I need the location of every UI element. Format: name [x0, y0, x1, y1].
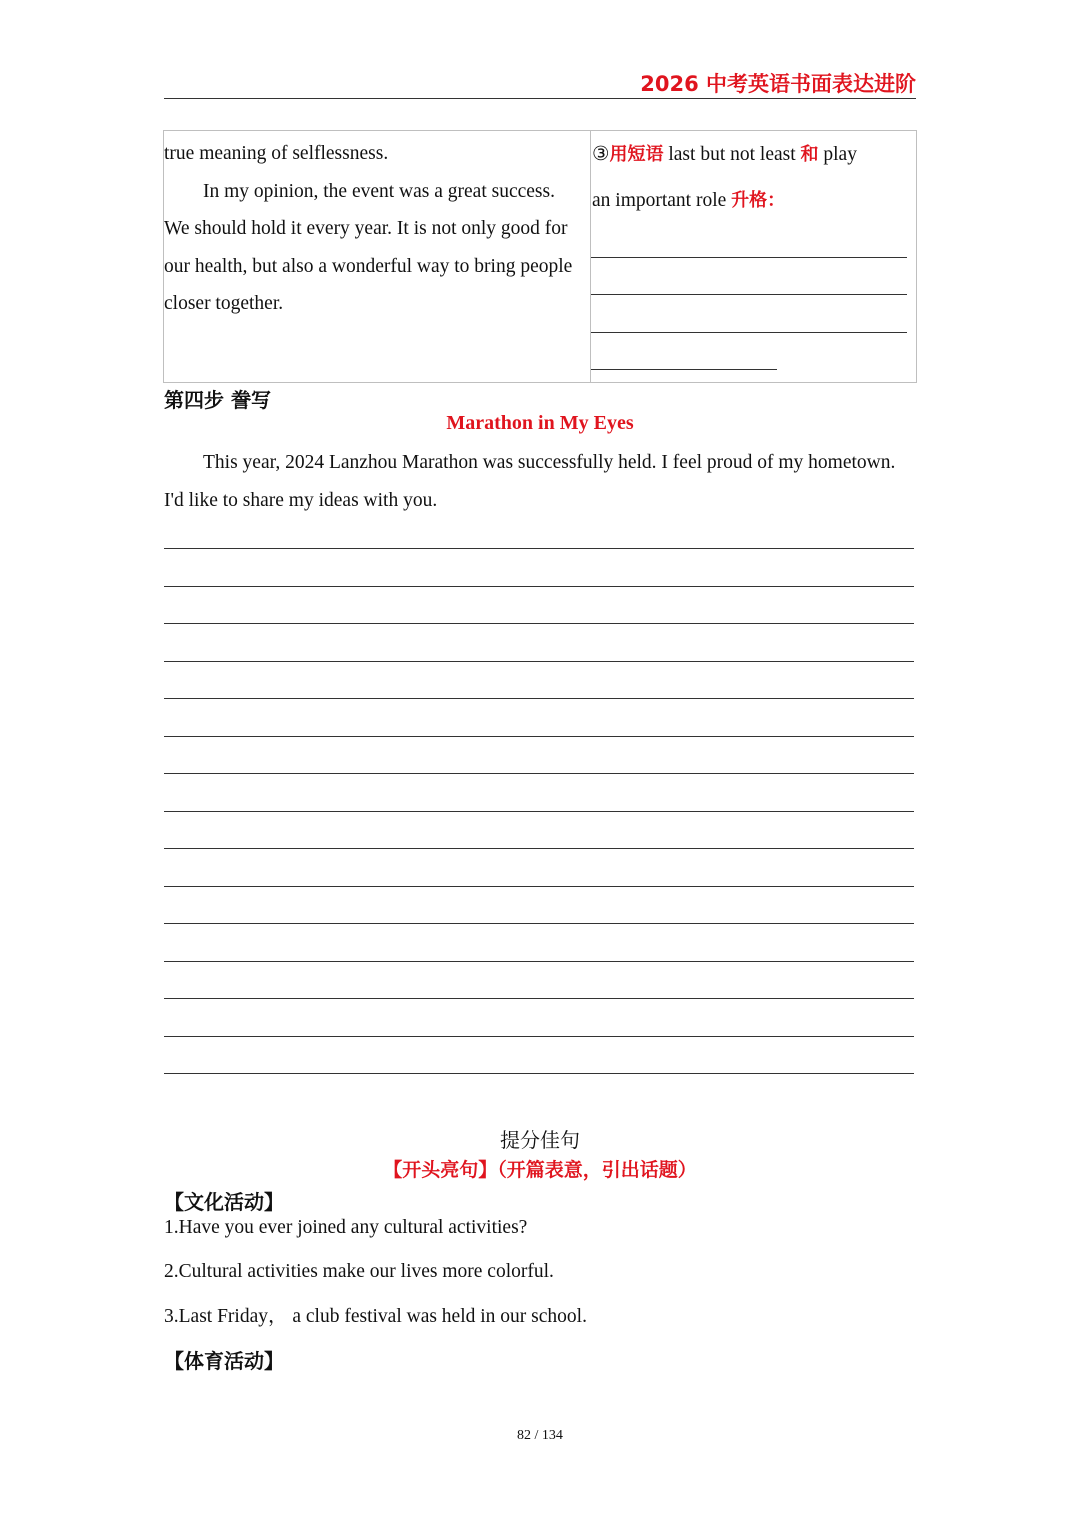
essay-title: Marathon in My Eyes [446, 412, 634, 434]
answer-blank-line[interactable] [591, 369, 777, 370]
table-left-cell [164, 135, 582, 323]
writing-line[interactable] [164, 998, 914, 999]
essay-intro [164, 444, 916, 519]
instruction-word-play: play [818, 144, 857, 165]
writing-line[interactable] [164, 886, 914, 887]
left-paragraph-2: In my opinion, the event was a great success. We should hold it every year. It is not only good for our health, but also a wonderful way to bring people closer together. [164, 180, 573, 314]
section-subtitle: 【开头亮句】（开篇表意，引出话题） [383, 1159, 697, 1181]
writing-line[interactable] [164, 773, 914, 774]
writing-line[interactable] [164, 961, 914, 962]
writing-line[interactable] [164, 923, 914, 924]
instruction-red-3: 升格： [731, 190, 786, 211]
header-divider [164, 98, 916, 99]
writing-line[interactable] [164, 586, 914, 587]
header-title: 2026 中考英语书面表达进阶 [640, 72, 916, 96]
writing-line[interactable] [164, 1073, 914, 1074]
writing-line[interactable] [164, 848, 914, 849]
instruction-phrase-1: last but not least [663, 144, 801, 165]
writing-line[interactable] [164, 1036, 914, 1037]
instruction-red-1: 用短语 [609, 144, 664, 165]
step-four-heading: 第四步 誊写 [164, 388, 271, 412]
instruction-phrase-2: an important role [592, 190, 732, 211]
writing-line[interactable] [164, 661, 914, 662]
answer-blank-line[interactable] [591, 257, 907, 258]
writing-line[interactable] [164, 736, 914, 737]
example-sentence: 3.Last Friday， a club festival was held in our school. [164, 1306, 587, 1327]
example-sentence: 2.Cultural activities make our lives more colorful. [164, 1261, 554, 1282]
essay-intro-text: This year, 2024 Lanzhou Marathon was successfully held. I feel proud of my hometown. I'd like to share my ideas with you. [164, 452, 896, 511]
left-paragraph-1: true meaning of selflessness. [164, 143, 389, 164]
writing-line[interactable] [164, 623, 914, 624]
writing-line[interactable] [164, 811, 914, 812]
category-heading-culture: 【文化活动】 [164, 1190, 284, 1214]
answer-blank-line[interactable] [591, 332, 907, 333]
instruction-line-2 [592, 181, 914, 221]
instruction-red-2: 和 [800, 144, 819, 165]
instruction-line-1 [592, 135, 914, 175]
answer-blank-line[interactable] [591, 294, 907, 295]
category-heading-sports: 【体育活动】 [164, 1349, 284, 1373]
writing-line[interactable] [164, 698, 914, 699]
writing-line[interactable] [164, 548, 914, 549]
circle-number: ③ [592, 144, 610, 165]
section-title: 提分佳句 [500, 1128, 580, 1152]
table-right-cell [592, 135, 914, 221]
example-sentence: 1.Have you ever joined any cultural activities? [164, 1217, 528, 1238]
page-number: 82 / 134 [517, 1428, 563, 1443]
